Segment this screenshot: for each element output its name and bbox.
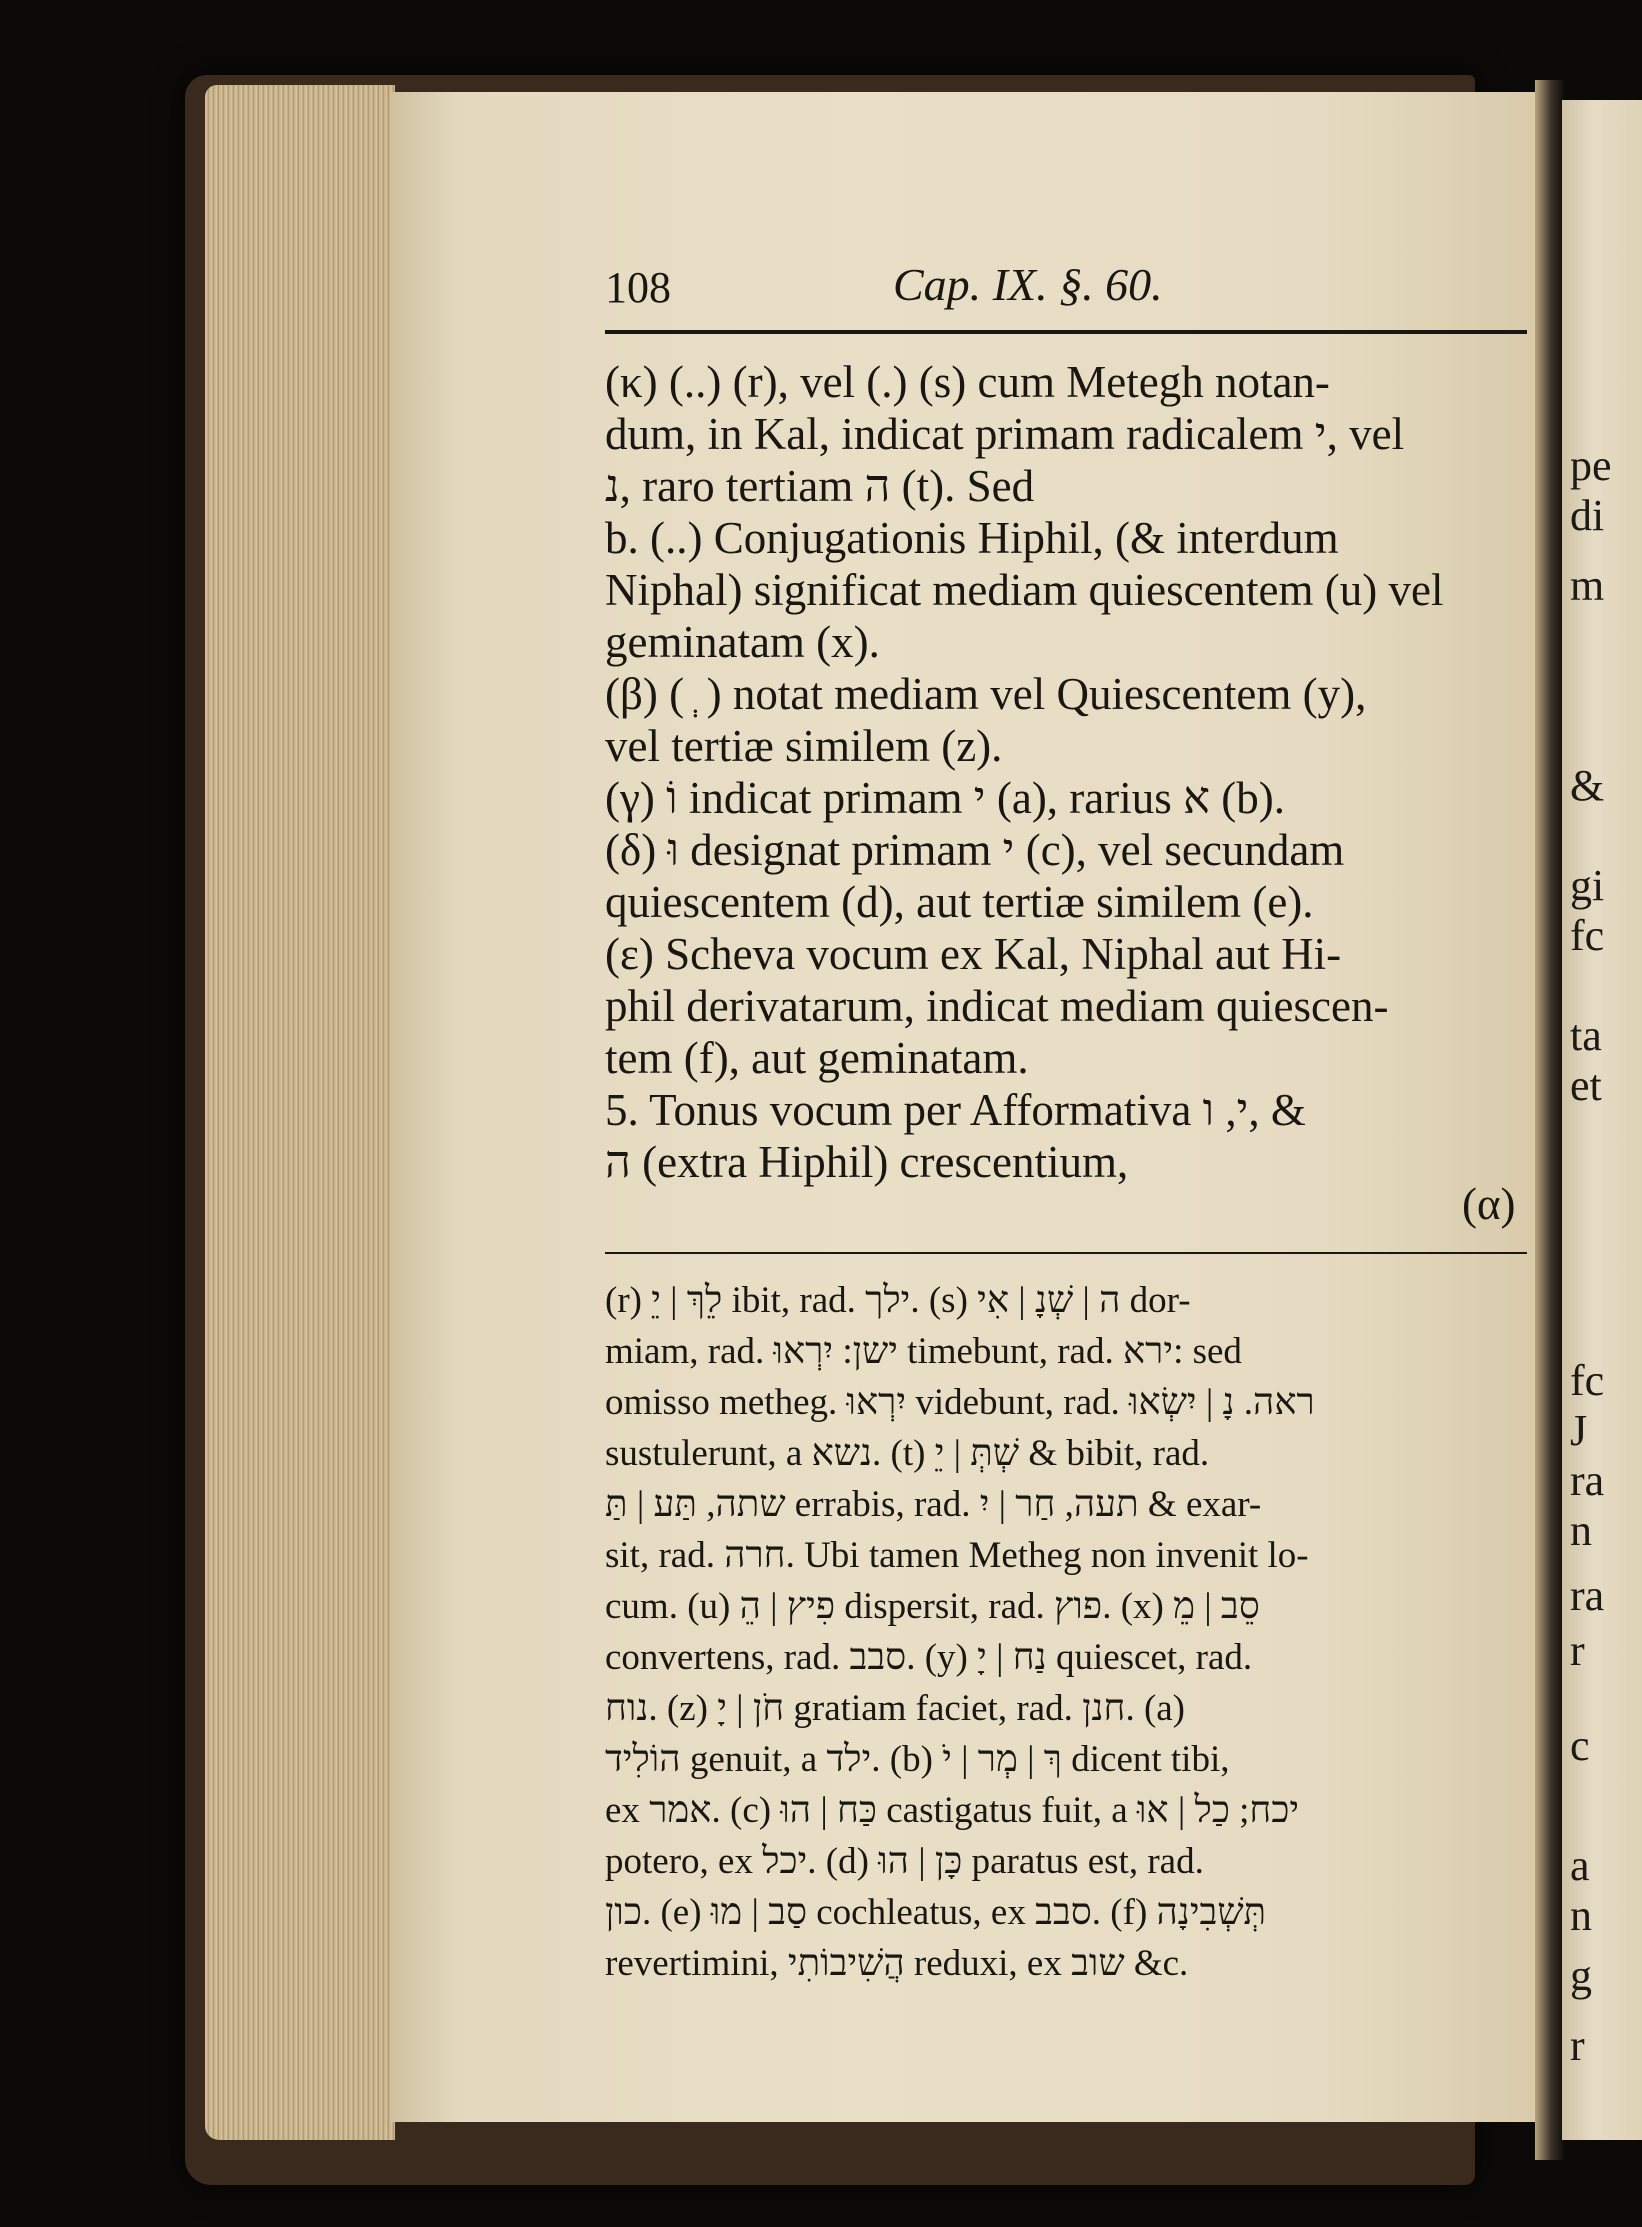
catchword: (α): [1462, 1179, 1516, 1229]
footnote-line: potero, ex יכל. (d) כָּן | הוּ paratus est, rad.: [605, 1841, 1204, 1882]
footnote-line: sustulerunt, a נשא. (t) שְׁתְּ | יֵ & bibit, rad.: [605, 1433, 1210, 1474]
facing-fragment: c: [1570, 1721, 1590, 1770]
facing-fragment: m: [1570, 561, 1605, 610]
footnote-line: ex אמר. (c) כַּח | הוּ castigatus fuit, a יכח; כַל | אוּ: [605, 1790, 1300, 1831]
body-line: (δ) וּ designat primam י (c), vel secundam: [605, 825, 1345, 875]
page-number: 108: [605, 263, 671, 312]
facing-page: [1562, 100, 1642, 2140]
body-line: dum, in Kal, indicat primam radicalem י, vel: [605, 409, 1405, 459]
facing-fragment: r: [1570, 1626, 1585, 1675]
facing-fragment: pe: [1570, 441, 1612, 490]
footnote-line: שתה, תַּע | תַּ errabis, rad. תעה, חַר | יִ & exar-: [605, 1484, 1262, 1525]
facing-fragment: ta: [1570, 1011, 1602, 1060]
body-line: (γ) וֹ indicat primam י (a), rarius א (b).: [605, 773, 1286, 823]
body-line: 5. Tonus vocum per Afformativa י, ו, &: [605, 1085, 1306, 1135]
footnote-line: convertens, rad. סבב. (y) נַח | יָ quiescet, rad.: [605, 1637, 1253, 1678]
facing-fragment: g: [1570, 1951, 1592, 2000]
facing-fragment: a: [1570, 1841, 1590, 1890]
facing-fragment: ra: [1570, 1571, 1605, 1620]
footnote-line: omisso metheg. יִרְאוּ videbunt, rad. ראה. נָ | יִשְׂאוּ: [605, 1382, 1315, 1423]
body-line: b. (..) Conjugationis Hiphil, (& interdum: [605, 513, 1339, 563]
body-line: Niphal) significat mediam quiescentem (u) vel: [605, 565, 1444, 615]
body-line: ה (extra Hiphil) crescentium,: [605, 1137, 1129, 1187]
footnote-line: miam, rad. ישן: יִרְאוּ timebunt, rad. ירא: sed: [605, 1331, 1242, 1372]
facing-fragment: r: [1570, 2021, 1585, 2070]
body-line: tem (f), aut geminatam.: [605, 1033, 1029, 1083]
footnote-line: revertimini, הֲשִׁיבוֹתִי reduxi, ex שוב &c.: [605, 1943, 1189, 1984]
body-line: vel tertiæ similem (z).: [605, 721, 1003, 771]
page-edges: [205, 85, 395, 2140]
facing-fragment: n: [1570, 1891, 1592, 1940]
footnote-line: (r) לֵךְ | יֵ ibit, rad. ילך. (s) ה | שְׁנָ | אִי dor-: [605, 1280, 1191, 1321]
footnote-rule: [605, 1252, 1527, 1254]
footnote-line: כון. (e) סַב | מוּ cochleatus, ex סבב. (f) תְּשְׁבִינָה: [605, 1892, 1267, 1933]
body-line: (β) ( ְ ) notat mediam vel Quiescentem (y),: [605, 669, 1367, 719]
body-line: נ, raro tertiam ה (t). Sed: [605, 461, 1035, 511]
facing-fragment: J: [1570, 1406, 1588, 1455]
footnote-line: cum. (u) פִיץ | הֵ dispersit, rad. פוץ. (x) סֵב | מֵ: [605, 1586, 1260, 1627]
header-rule: [605, 330, 1527, 334]
facing-fragment: et: [1570, 1061, 1602, 1110]
body-line: (ε) Scheva vocum ex Kal, Niphal aut Hi-: [605, 929, 1342, 979]
body-line: quiescentem (d), aut tertiæ similem (e).: [605, 877, 1314, 927]
facing-fragment: ra: [1570, 1456, 1605, 1505]
book-gutter: [1535, 80, 1565, 2160]
running-title: Cap. IX. §. 60.: [893, 259, 1163, 310]
footnote-line: sit, rad. חרה. Ubi tamen Metheg non invenit lo-: [605, 1535, 1309, 1576]
facing-fragment: di: [1570, 491, 1605, 540]
facing-fragment: &: [1570, 761, 1605, 810]
body-line: phil derivatarum, indicat mediam quiescen-: [605, 981, 1389, 1031]
facing-fragment: n: [1570, 1506, 1592, 1555]
facing-fragment: gi: [1570, 861, 1605, 910]
footnote-line: הוֹלִיד genuit, a ילד. (b) ךְ | מְר | יֹ dicent tibi,: [605, 1739, 1230, 1780]
footnote-line: נוח. (z) חֹן | יָ gratiam faciet, rad. חנן. (a): [605, 1688, 1186, 1729]
facing-fragment: fc: [1570, 911, 1605, 960]
body-line: geminatam (x).: [605, 617, 880, 667]
body-line: (κ) (..) (r), vel (.) (s) cum Metegh notan-: [605, 357, 1330, 407]
facing-fragment: fc: [1570, 1356, 1605, 1405]
